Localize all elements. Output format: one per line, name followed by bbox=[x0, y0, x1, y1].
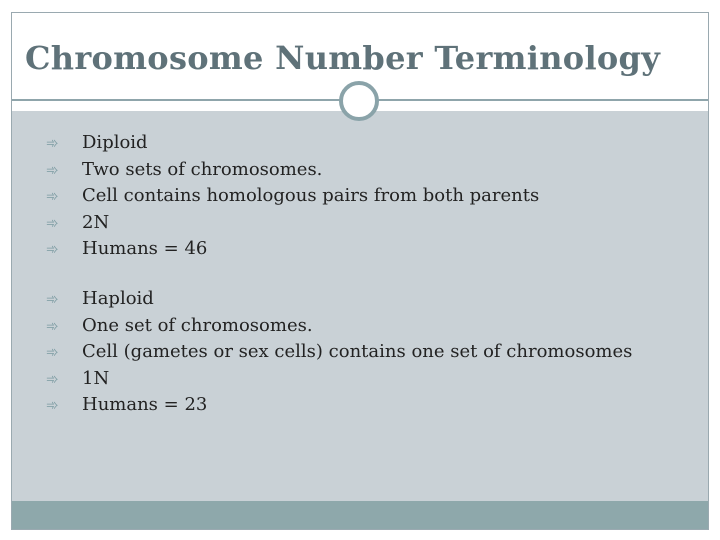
list-item-heading bbox=[46, 286, 632, 313]
list-item bbox=[46, 313, 632, 340]
bullet-arrow-icon: ➾ bbox=[46, 160, 59, 179]
list-item bbox=[46, 236, 539, 263]
list-item-text: Two sets of chromosomes. bbox=[82, 158, 323, 180]
content-area bbox=[12, 111, 708, 501]
list-item bbox=[46, 157, 539, 184]
bullet-arrow-icon: ➾ bbox=[46, 134, 59, 152]
bullet-arrow-icon: ➾ bbox=[46, 369, 59, 388]
list-item bbox=[46, 210, 539, 237]
bullet-arrow-icon: ➾ bbox=[46, 187, 59, 205]
list-item-text: 1N bbox=[82, 367, 110, 389]
diploid-heading: Diploid bbox=[82, 132, 148, 153]
list-item-text: One set of chromosomes. bbox=[82, 314, 313, 336]
list-item-text: Cell contains homologous pairs from both parents bbox=[82, 185, 540, 206]
diploid-list bbox=[46, 130, 539, 263]
list-item-text: Cell (gametes or sex cells) contains one set of chromosomes bbox=[82, 341, 633, 362]
bullet-arrow-icon: ➾ bbox=[46, 343, 59, 361]
list-item bbox=[46, 392, 632, 419]
bullet-arrow-icon: ➾ bbox=[46, 213, 59, 232]
bullet-arrow-icon: ➾ bbox=[46, 290, 59, 308]
slide bbox=[11, 12, 709, 530]
list-item bbox=[46, 339, 632, 366]
list-item-text: Humans = 46 bbox=[82, 238, 208, 259]
circle-ornament-icon bbox=[339, 81, 379, 121]
haploid-list bbox=[46, 286, 632, 419]
list-item-text: 2N bbox=[82, 211, 110, 233]
list-item-heading bbox=[46, 130, 539, 157]
list-item-text: Humans = 23 bbox=[82, 394, 208, 415]
list-item bbox=[46, 366, 632, 393]
footer-bar bbox=[12, 501, 708, 530]
list-item bbox=[46, 183, 539, 210]
bullet-arrow-icon: ➾ bbox=[46, 240, 59, 258]
bullet-arrow-icon: ➾ bbox=[46, 316, 59, 335]
slide-title: Chromosome Number Terminology bbox=[25, 39, 661, 77]
bullet-arrow-icon: ➾ bbox=[46, 396, 59, 414]
haploid-heading: Haploid bbox=[82, 288, 154, 309]
